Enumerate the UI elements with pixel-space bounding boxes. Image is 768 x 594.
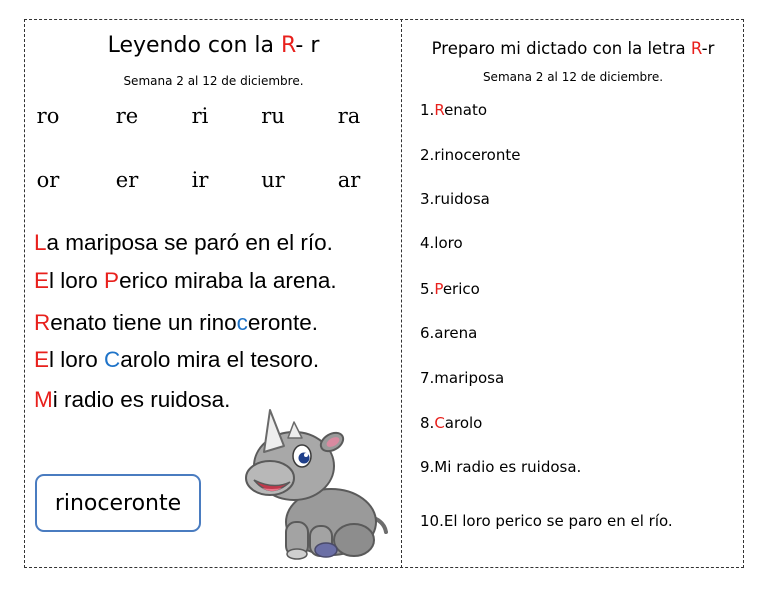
item-text: 4.loro (420, 234, 463, 252)
item-highlight: P (434, 280, 443, 298)
sentence-3 (34, 310, 318, 336)
syllable: re (115, 104, 139, 128)
sentence-highlight: P (104, 268, 120, 293)
sentence-text: l loro (49, 268, 105, 293)
dictation-item-3 (420, 190, 490, 208)
sentence-text: erico miraba la arena. (119, 268, 337, 293)
dictation-item-7 (420, 369, 504, 387)
left-subtitle: Semana 2 al 12 de diciembre. (123, 74, 304, 88)
item-text: 8. (420, 414, 435, 432)
sentence-4 (34, 347, 319, 373)
item-text: 6.arena (420, 324, 478, 342)
sentence-2 (34, 268, 337, 294)
dictation-item-9 (420, 458, 581, 476)
item-text: 1. (420, 101, 435, 119)
syllable: ur (261, 168, 285, 192)
syllable: ru (261, 104, 285, 128)
sentence-initial: M (34, 387, 53, 412)
dictation-item-6 (420, 324, 477, 342)
syllable: or (36, 168, 60, 192)
right-title (402, 39, 744, 58)
sentence-text: arolo mira el tesoro. (120, 347, 320, 372)
left-title-prefix: Leyendo con la (107, 33, 281, 58)
right-title-letter: R (690, 39, 702, 58)
rhinoceros-cartoon-icon (236, 404, 396, 564)
syllable: ra (337, 104, 361, 128)
item-text: erico (442, 280, 480, 298)
sentence-highlight: C (104, 347, 121, 372)
syllable: ir (191, 168, 209, 192)
item-text: 3.ruidosa (420, 190, 490, 208)
item-text: 9.Mi radio es ruidosa. (420, 458, 582, 476)
syllable: ar (337, 168, 361, 192)
word-box (35, 474, 201, 532)
sentence-5 (34, 387, 230, 413)
sentence-text: eronte. (247, 310, 318, 335)
right-title-prefix: Preparo mi dictado con la letra (431, 39, 691, 58)
syllable: er (115, 168, 139, 192)
dictation-item-10 (420, 512, 673, 530)
sentence-text: a mariposa se paró en el río. (46, 230, 333, 255)
item-highlight: C (434, 414, 445, 432)
column-divider (401, 19, 402, 568)
item-highlight: R (434, 101, 445, 119)
dictation-item-5 (420, 280, 480, 298)
item-text: 2.rinoceronte (420, 146, 521, 164)
dictation-item-2 (420, 146, 520, 164)
sentence-text: l loro (49, 347, 105, 372)
right-subtitle: Semana 2 al 12 de diciembre. (482, 70, 664, 84)
dictation-item-1 (420, 101, 487, 119)
dictation-item-8 (420, 414, 482, 432)
left-title (26, 33, 401, 58)
word-box-label: rinoceronte (54, 490, 182, 516)
item-text: 10.El loro perico se paro en el río. (420, 512, 673, 530)
sentence-text: enato tiene un rino (50, 310, 237, 335)
item-text: arolo (444, 414, 483, 432)
sentence-initial: L (34, 230, 47, 255)
sentence-1 (34, 230, 333, 256)
sentence-initial: E (34, 268, 50, 293)
syllable-row-2 (26, 168, 401, 198)
sentence-initial: E (34, 347, 50, 372)
dictation-item-4 (420, 234, 463, 252)
left-title-suffix: - r (295, 33, 320, 58)
left-title-letter: R (281, 33, 296, 58)
item-text: 5. (420, 280, 435, 298)
syllable: ro (36, 104, 60, 128)
right-title-suffix: -r (701, 39, 715, 58)
sentence-initial: R (34, 310, 51, 335)
syllable: ri (191, 104, 209, 128)
syllable-row-1 (26, 104, 401, 134)
sentence-text: i radio es ruidosa. (52, 387, 231, 412)
sentence-highlight: c (236, 310, 248, 335)
item-text: 7.mariposa (420, 369, 505, 387)
item-text: enato (444, 101, 488, 119)
